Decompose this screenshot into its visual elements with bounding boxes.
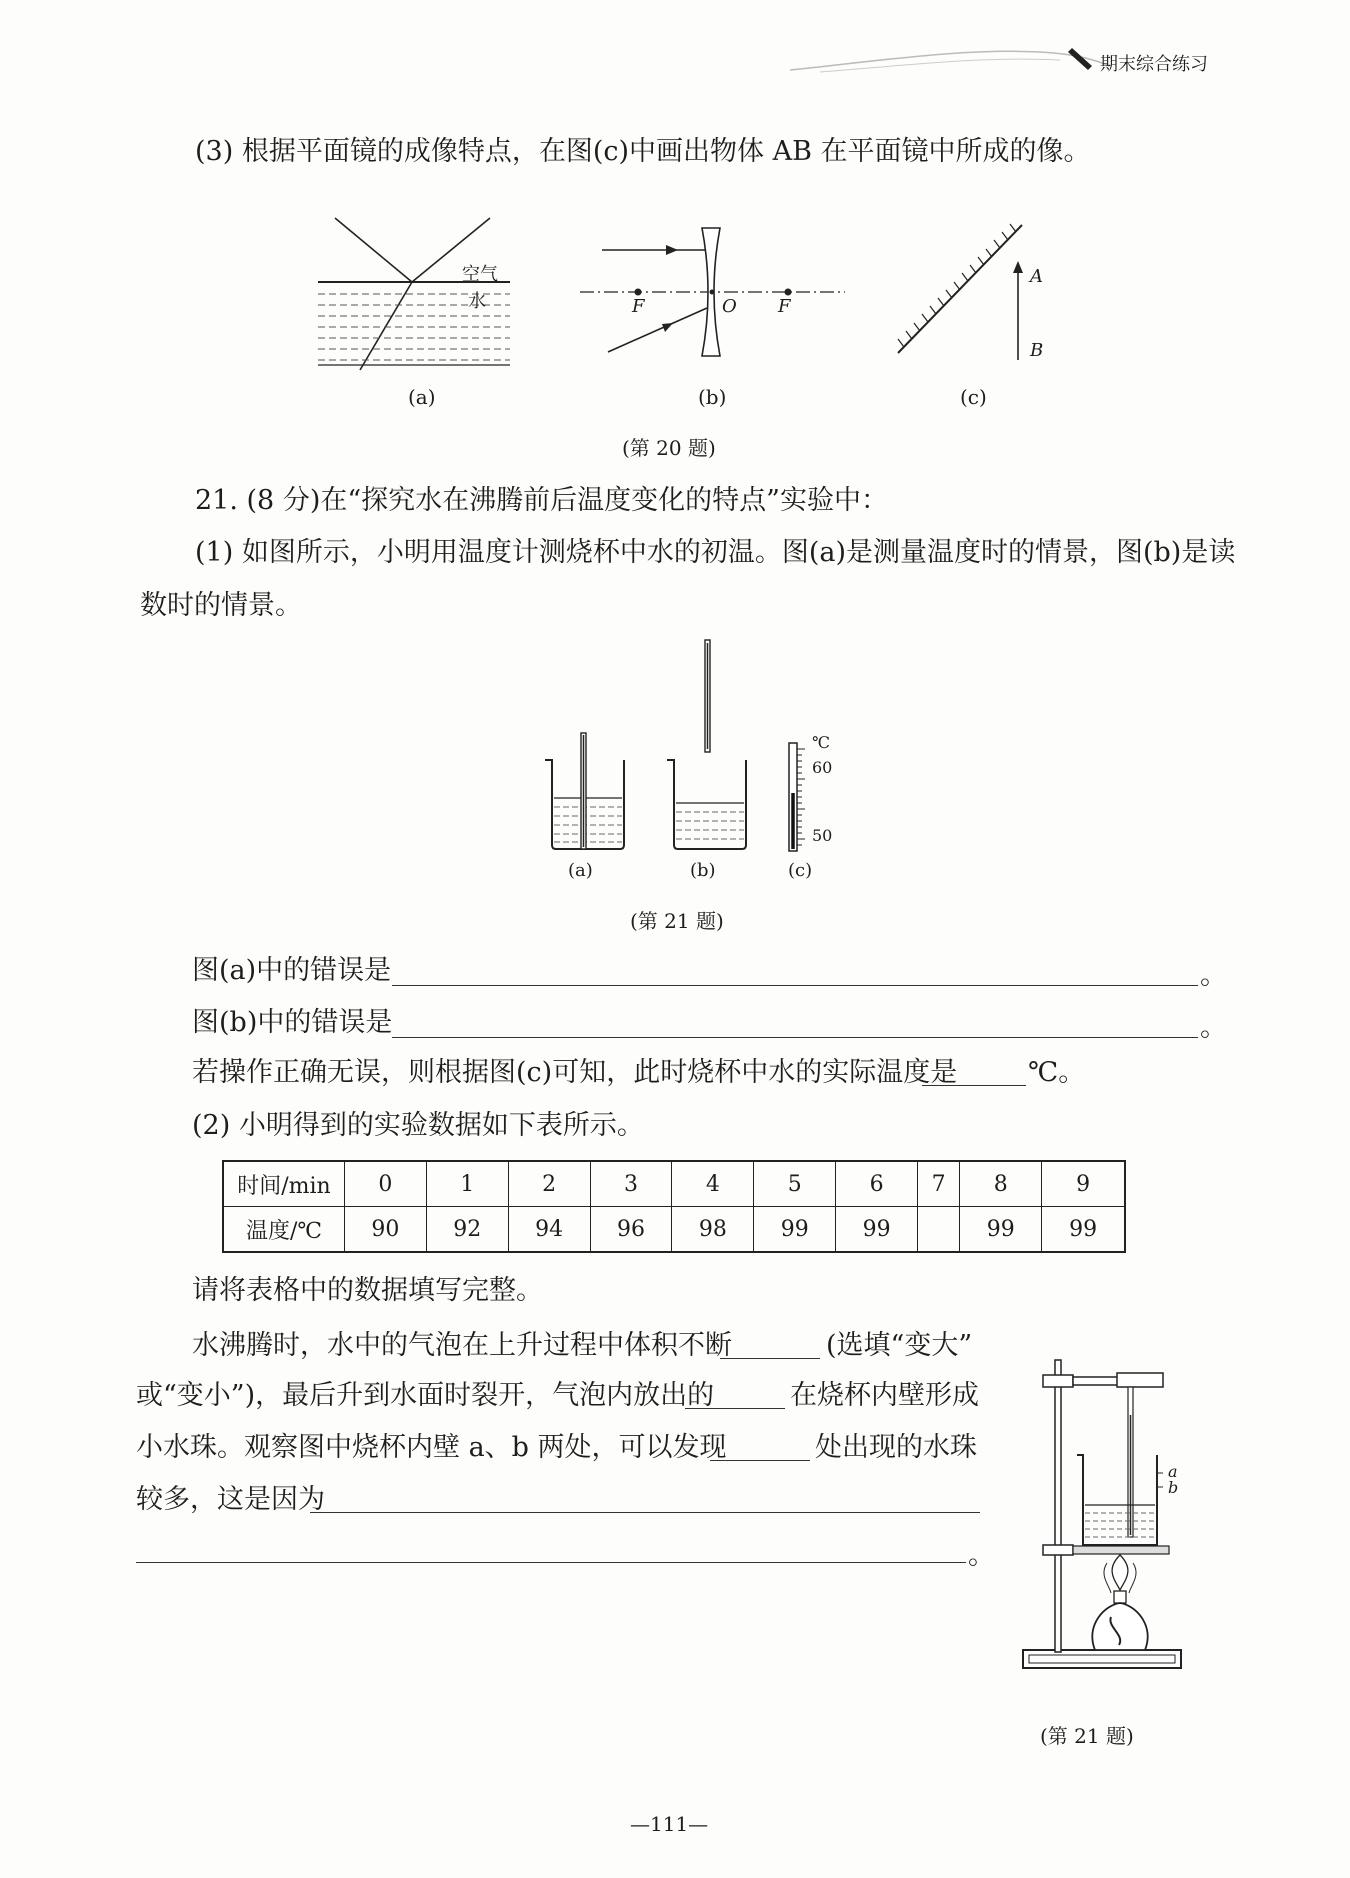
q21-part1-line1: (1) 如图所示，小明用温度计测烧杯中水的初温。图(a)是测量温度时的情景，图(b)是读: [195, 537, 1236, 568]
q21-part2: (2) 小明得到的实验数据如下表所示。: [192, 1110, 644, 1141]
label-water: 水: [468, 291, 486, 312]
actual-temp-answer-line[interactable]: [922, 1085, 1026, 1086]
fig21-caption: (第 21 题): [630, 909, 724, 933]
blank-reason-line1[interactable]: [310, 1512, 980, 1513]
table-cell: 96: [590, 1207, 672, 1253]
boil-line1-b: (选填“变大”: [826, 1330, 973, 1361]
table-cell: 94: [508, 1207, 590, 1253]
fig21-unit: ℃: [812, 733, 830, 752]
table-cell-blank[interactable]: [918, 1207, 960, 1253]
boil-line4: 较多，这是因为: [136, 1484, 325, 1515]
boil-line3-a: 小水珠。观察图中烧杯内壁 a、b 两处，可以发现: [136, 1432, 727, 1463]
error-b-answer-line[interactable]: [392, 1037, 1198, 1038]
table-cell: 99: [960, 1207, 1042, 1253]
table-row-temp: [223, 1207, 1125, 1253]
table-cell: 8: [960, 1161, 1042, 1207]
boil-line2-a: 或“变小”)，最后升到水面时裂开，气泡内放出的: [136, 1380, 715, 1411]
fig20-c-caption: (c): [960, 385, 987, 409]
fig21-caption-b: (b): [690, 860, 716, 881]
table-cell: 4: [672, 1161, 754, 1207]
fig21-caption-a: (a): [568, 860, 593, 881]
fig20-a-refraction: [310, 210, 550, 370]
q21-title: 21. (8 分)在“探究水在沸腾前后温度变化的特点”实验中：: [195, 485, 888, 516]
label-point-b: B: [1030, 340, 1044, 361]
error-a-answer-line[interactable]: [392, 985, 1198, 986]
table-cell: 99: [1042, 1207, 1125, 1253]
table-cell: 5: [754, 1161, 836, 1207]
fig20-b-caption: (b): [698, 385, 727, 409]
error-a-period: 。: [1200, 960, 1227, 991]
fig20-b-concave-lens: [570, 220, 850, 360]
q20-part3-text: (3) 根据平面镜的成像特点，在图(c)中画出物体 AB 在平面镜中所成的像。: [195, 136, 1091, 167]
table-cell: 92: [426, 1207, 508, 1253]
label-point-a: A: [1030, 266, 1043, 287]
table-cell: 9: [1042, 1161, 1125, 1207]
fig20-c-plane-mirror: [890, 215, 1040, 365]
q21-part1-line2: 数时的情景。: [140, 590, 302, 621]
blank-position[interactable]: [710, 1460, 810, 1461]
apparatus-caption: (第 21 题): [1040, 1724, 1134, 1748]
actual-temp-unit: ℃。: [1028, 1057, 1086, 1088]
fig20-caption: (第 20 题): [622, 436, 716, 460]
apparatus-label-a: a: [1168, 1462, 1178, 1481]
label-focus-left: F: [632, 296, 645, 317]
page-number: —111—: [630, 1812, 709, 1836]
error-b-label: 图(b)中的错误是: [192, 1007, 393, 1038]
table-cell: 7: [918, 1161, 960, 1207]
table-header-time: 时间/min: [223, 1161, 345, 1207]
table-cell: 2: [508, 1161, 590, 1207]
header-section-title: 期末综合练习: [1100, 54, 1208, 75]
blank-reason-line2[interactable]: [136, 1562, 966, 1563]
table-cell: 3: [590, 1161, 672, 1207]
table-row-time: [223, 1161, 1125, 1207]
boil-line1-a: 水沸腾时，水中的气泡在上升过程中体积不断: [192, 1330, 732, 1361]
fig21-caption-c: (c): [788, 860, 813, 881]
boil-line2-b: 在烧杯内壁形成: [790, 1380, 979, 1411]
table-cell: 0: [345, 1161, 427, 1207]
table-header-temp: 温度/℃: [223, 1207, 345, 1253]
error-b-period: 。: [1200, 1012, 1227, 1043]
error-a-label: 图(a)中的错误是: [192, 955, 392, 986]
table-cell: 90: [345, 1207, 427, 1253]
table-cell: 99: [754, 1207, 836, 1253]
blank-released-substance[interactable]: [685, 1408, 785, 1409]
fig20-a-caption: (a): [408, 385, 436, 409]
label-air: 空气: [462, 264, 498, 285]
data-table: [222, 1160, 1126, 1253]
boiling-apparatus: [1015, 1355, 1205, 1695]
table-cell: 99: [836, 1207, 918, 1253]
label-optical-center: O: [722, 296, 737, 317]
actual-temp-prefix: 若操作正确无误，则根据图(c)可知，此时烧杯中水的实际温度是: [192, 1057, 958, 1088]
table-cell: 6: [836, 1161, 918, 1207]
apparatus-label-b: b: [1168, 1478, 1179, 1497]
reason-period: 。: [968, 1540, 995, 1571]
table-cell: 1: [426, 1161, 508, 1207]
blank-bubble-volume[interactable]: [720, 1358, 820, 1359]
complete-table-instruction: 请将表格中的数据填写完整。: [192, 1275, 543, 1306]
label-focus-right: F: [778, 296, 791, 317]
fig21-tick-60: 60: [812, 758, 833, 777]
table-cell: 98: [672, 1207, 754, 1253]
fig21-tick-50: 50: [812, 826, 833, 845]
boil-line3-b: 处出现的水珠: [815, 1432, 977, 1463]
